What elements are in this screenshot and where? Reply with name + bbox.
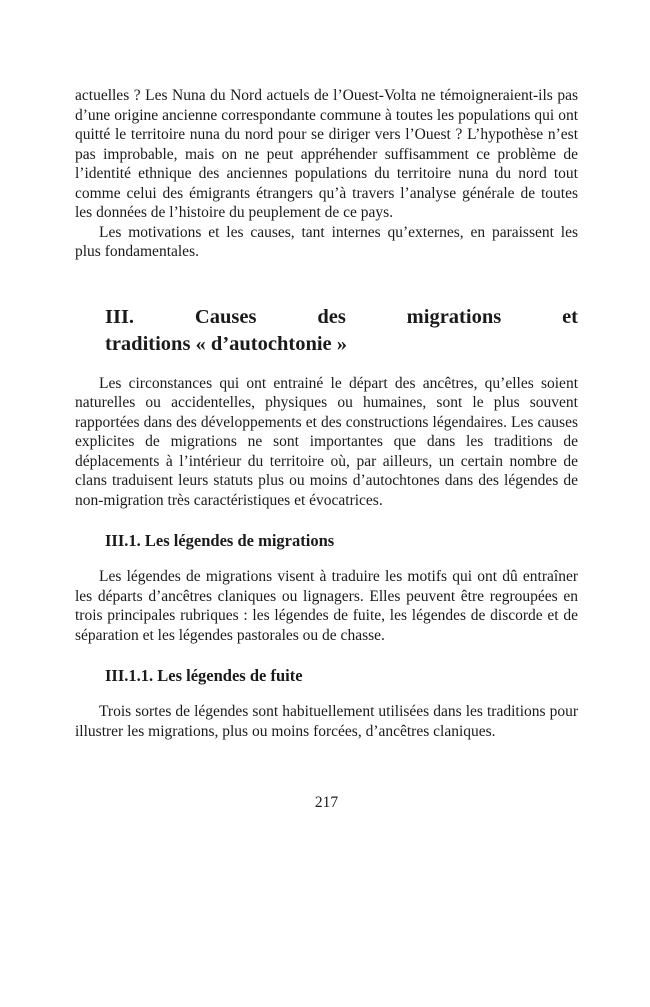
page-number: 217 — [314, 794, 339, 811]
paragraph-motivations: Les motivations et les causes, tant internes qu’externes, en paraissent les plus fondamentales. — [75, 223, 578, 260]
section-heading-line-2: traditions « d’autochtonie » — [105, 332, 348, 355]
paragraph-trois-sortes: Trois sortes de légendes sont habituellement utilisées dans les traditions pour illustrer les migrations, plus ou moins forcées, d’ancêtres claniques. — [75, 703, 578, 740]
subheading-iii-1-1: III.1.1. Les légendes de fuite — [105, 666, 303, 685]
subheading-iii-1: III.1. Les légendes de migrations — [105, 531, 335, 550]
section-heading-line-1: III. Causes des migrations et — [105, 305, 578, 328]
paragraph-circonstances: Les circonstances qui ont entrainé le départ des ancêtres, qu’elles soient naturelles ou accidentelles, physiques ou humaines, sont le plus souvent rapportées dans des développements et des constructions légendaires. Les causes explicites de migrations ne sont importantes que dans les traditions de déplacements à l’intérieur du territoire où, par ailleurs, un certain nombre de clans traduisent leurs statuts plus ou moins d’autochtones dans des légendes de non-migration très caractéristiques et évocatrices. — [75, 374, 578, 509]
paragraph-continuation: actuelles ? Les Nuna du Nord actuels de l’Ouest-Volta ne témoigneraient-ils pas d’une origine ancienne correspondante commune à toutes les populations qui ont quitté le territoire nuna du nord pour se diriger vers l’Ouest ? L’hypothèse n’est pas improbable, mais on ne peut appréhender suffisamment ce problème de l’identité ethnique des anciennes populations du territoire nuna du nord tout comme celui des émigrants étrangers qu’à travers l’analyse générale de toutes les données de l’histoire du peuplement de ce pays. — [75, 87, 578, 221]
paragraph-legendes-migrations: Les légendes de migrations visent à traduire les motifs qui ont dû entraîner les départs d’ancêtres claniques ou lignagers. Elles peuvent être regroupées en trois principales rubriques : les légendes de fuite, les légendes de discorde et de séparation et les légendes pastorales ou de chasse. — [75, 568, 578, 644]
section-heading-iii — [105, 304, 578, 358]
